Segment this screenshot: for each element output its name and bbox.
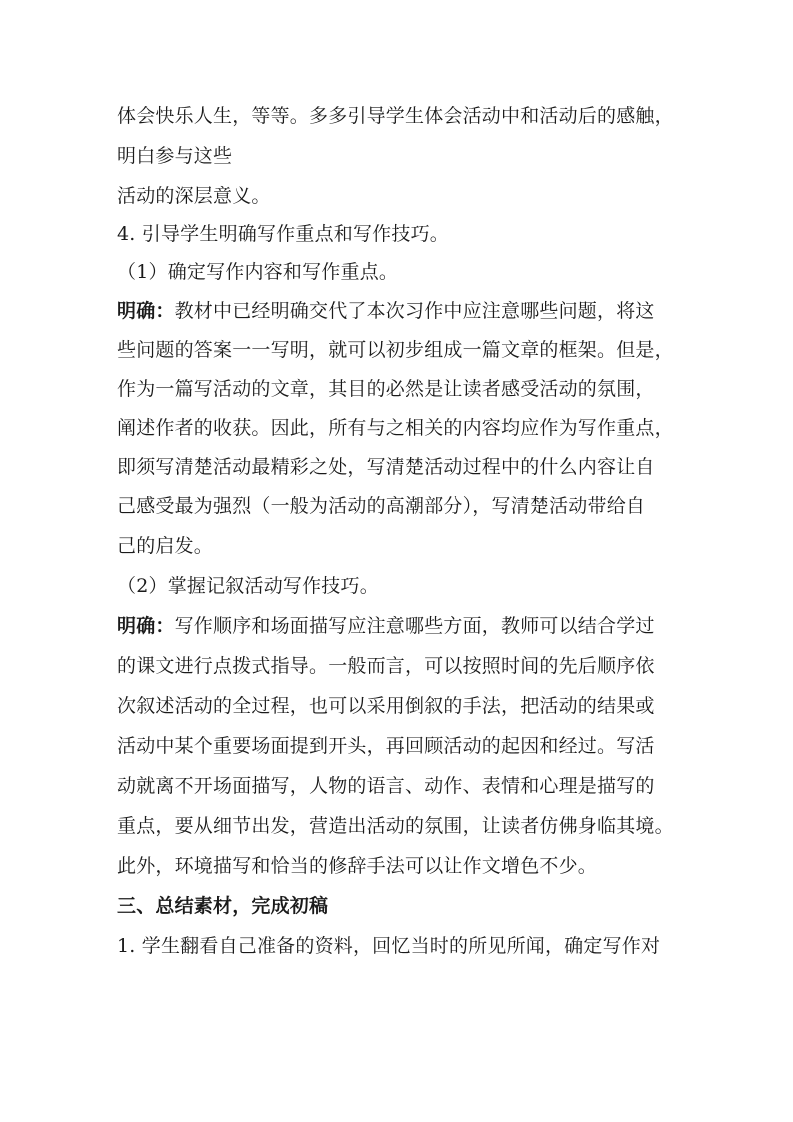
- text-line: 即须写清楚活动最精彩之处，写清楚活动过程中的什么内容让自: [117, 456, 655, 478]
- text-line: 阐述作者的收获。因此，所有与之相关的内容均应作为写作重点，: [117, 417, 674, 439]
- text-line: 重点，要从细节出发，营造出活动的氛围，让读者仿佛身临其境。: [117, 815, 674, 837]
- section-heading: 三、总结素材，完成初稿: [117, 895, 329, 917]
- text-line: 明白参与这些: [117, 145, 233, 167]
- sub-heading: （1）确定写作内容和写作重点。: [117, 261, 399, 283]
- clarification-paragraph-start: [117, 299, 687, 323]
- text-line: 的课文进行点拨式指导。一般而言，可以按照时间的先后顺序依: [117, 655, 655, 677]
- text-line: 作为一篇写活动的文章，其目的必然是让读者感受活动的氛围，: [117, 378, 655, 400]
- text-line: 写作顺序和场面描写应注意哪些方面，教师可以结合学过: [174, 615, 655, 637]
- text-line: 教材中已经明确交代了本次习作中应注意哪些问题，将这: [174, 300, 655, 322]
- text-line: 些问题的答案一一写明，就可以初步组成一篇文章的框架。但是，: [117, 339, 674, 361]
- text-line: 动就离不开场面描写，人物的语言、动作、表情和心理是描写的: [117, 775, 655, 797]
- sub-heading: （2）掌握记叙活动写作技巧。: [117, 575, 379, 597]
- clarification-label: 明确：: [117, 300, 175, 322]
- text-line: 1. 学生翻看自己准备的资料，回忆当时的所见所闻，确定写作对: [117, 935, 661, 957]
- clarification-paragraph-start: [117, 614, 687, 638]
- text-line: 体会快乐人生，等等。多多引导学生体会活动中和活动后的感触，: [117, 105, 674, 127]
- text-line: 己的启发。: [117, 535, 214, 557]
- numbered-heading: 4. 引导学生明确写作重点和写作技巧。: [117, 223, 449, 245]
- text-line: 次叙述活动的全过程，也可以采用倒叙的手法，把活动的结果或: [117, 695, 655, 717]
- text-line: 活动中某个重要场面提到开头，再回顾活动的起因和经过。写活: [117, 735, 655, 757]
- text-line: 此外，环境描写和恰当的修辞手法可以让作文增色不少。: [117, 855, 598, 877]
- clarification-label: 明确：: [117, 615, 175, 637]
- text-line: 己感受最为强烈（一般为活动的高潮部分），写清楚活动带给自: [117, 495, 646, 517]
- text-line: 活动的深层意义。: [117, 185, 271, 207]
